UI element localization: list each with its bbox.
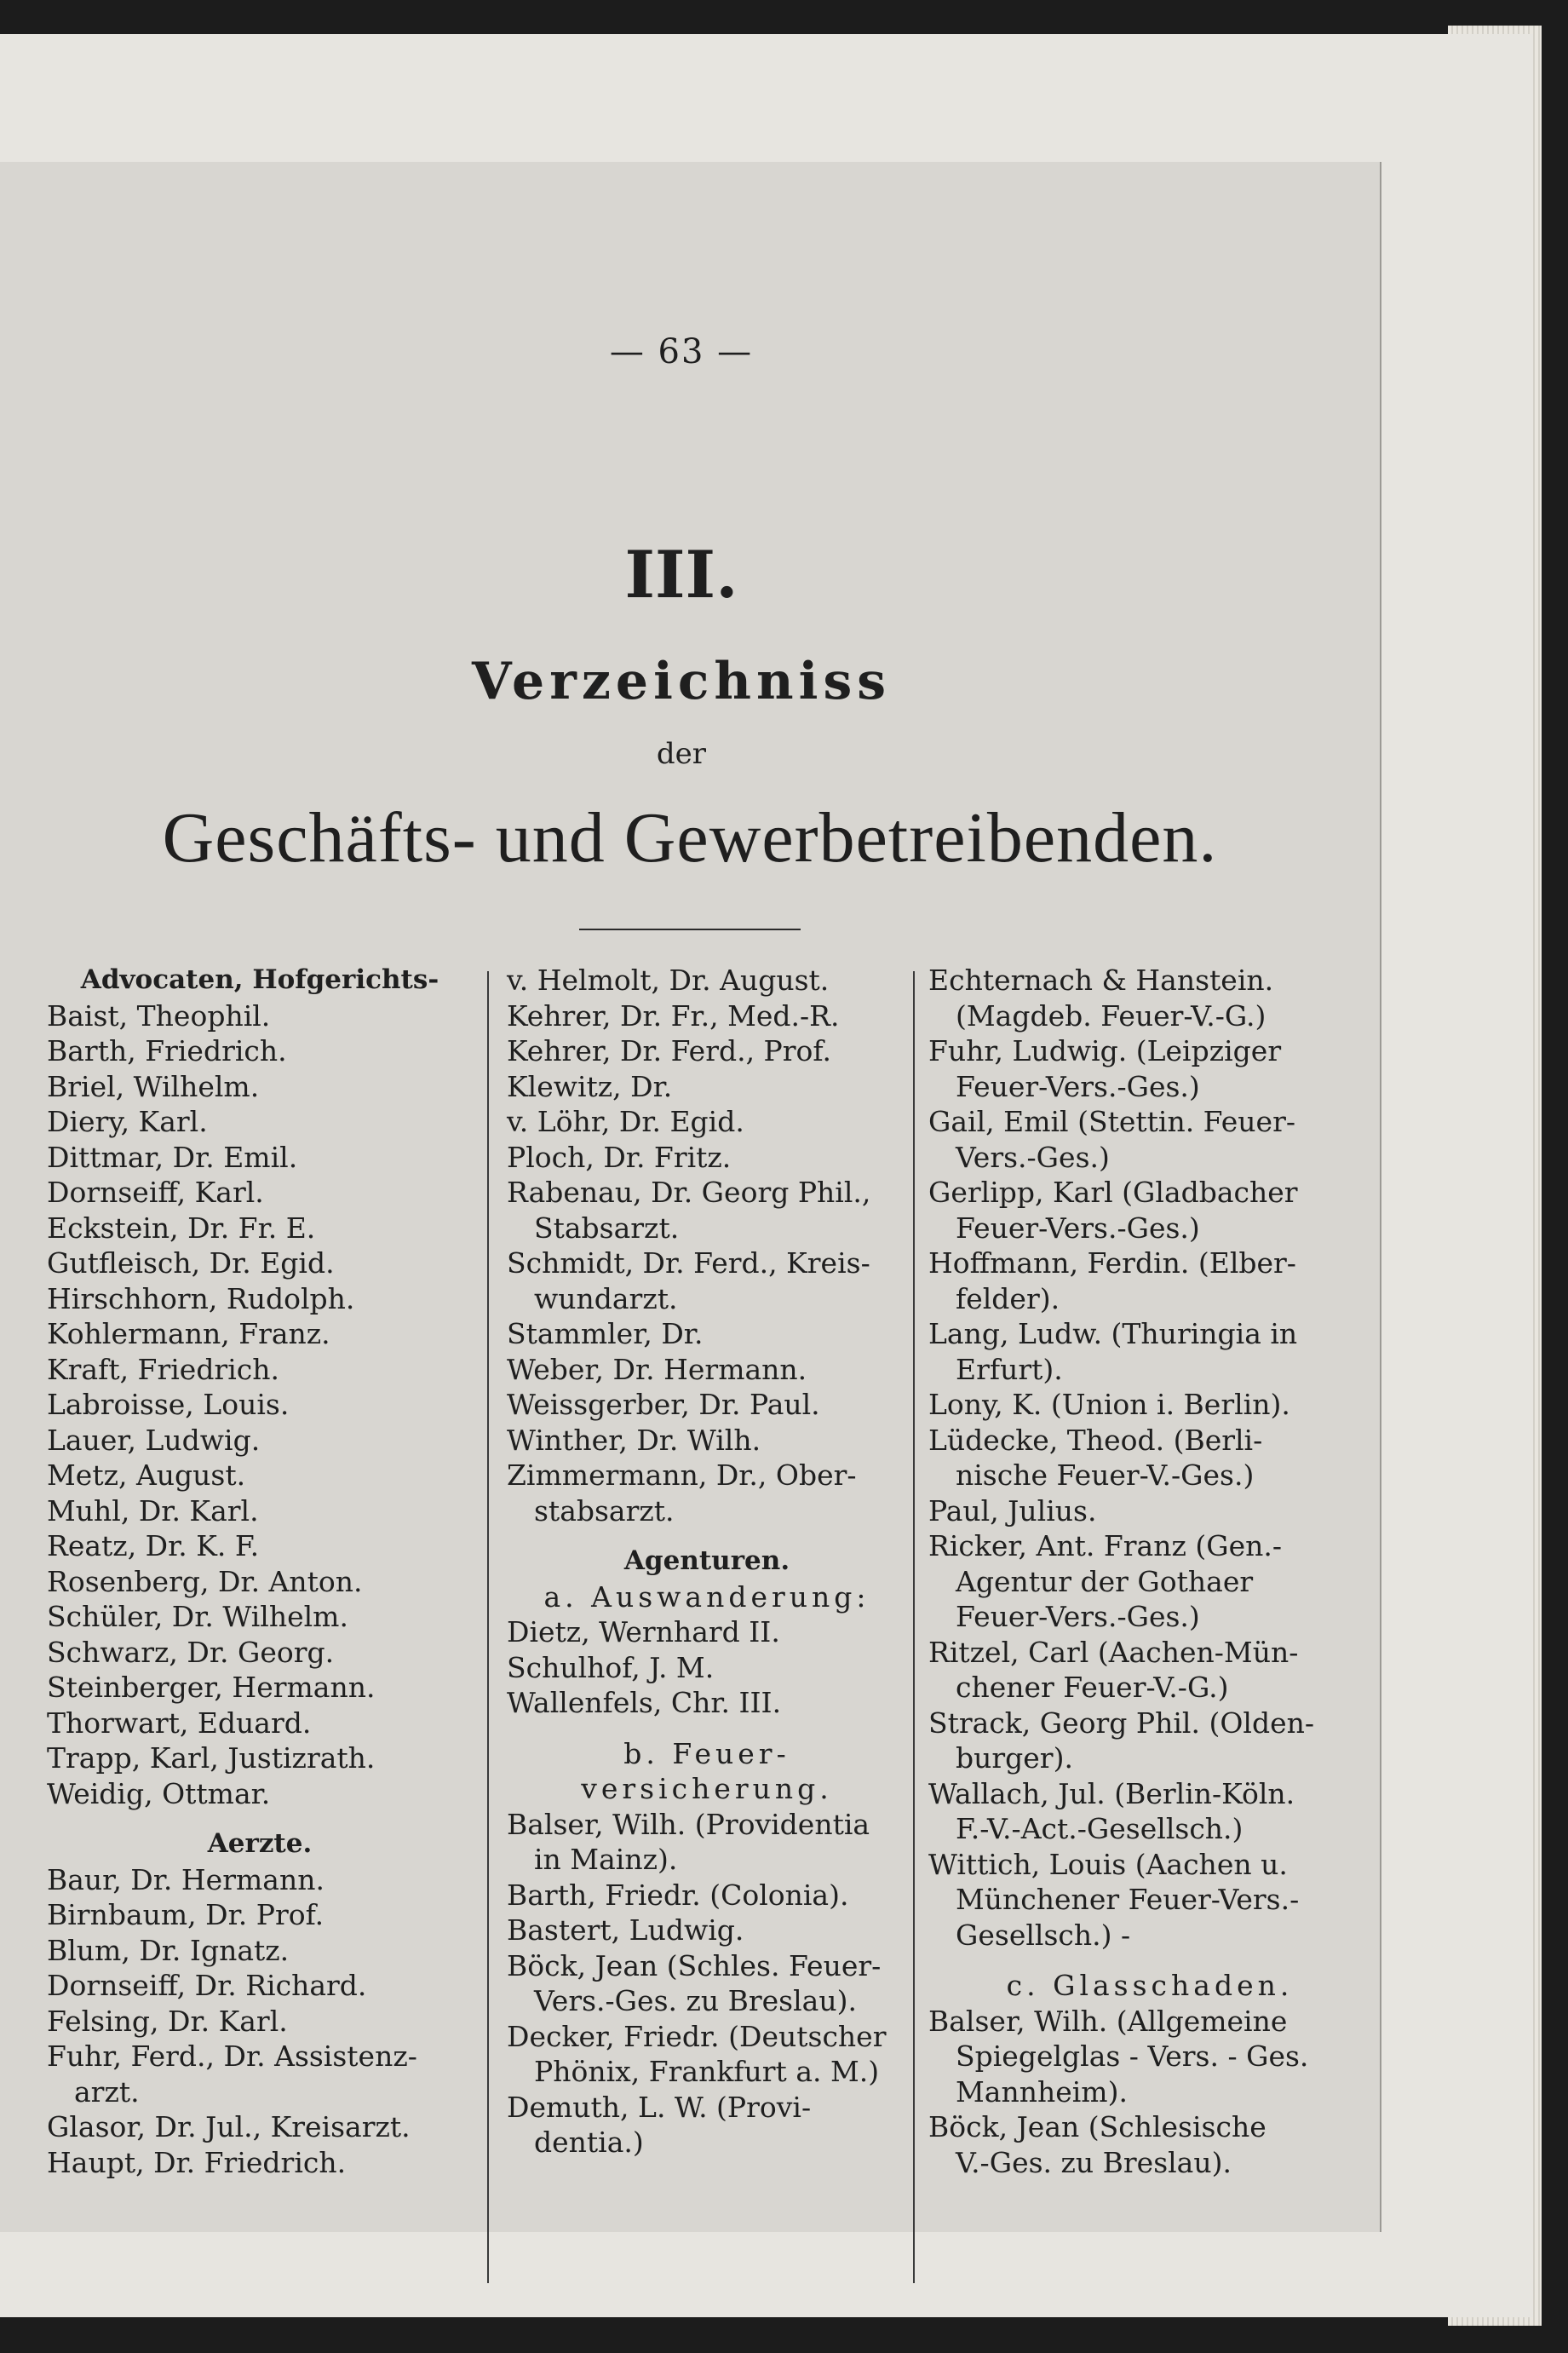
entry-continuation: Feuer-Vers.-Ges.) [956, 1211, 1200, 1245]
list-entry: Weber, Dr. Hermann. [507, 1352, 807, 1386]
list-entry: Baur, Dr. Hermann. [47, 1862, 325, 1896]
list-entry: Wittich, Louis (Aachen u. [928, 1847, 1288, 1881]
entry-continuation: Agentur der Gothaer [956, 1564, 1254, 1598]
list-entry: Lauer, Ludwig. [47, 1423, 261, 1457]
list-entry: Glasor, Dr. Jul., Kreisarzt. [47, 2110, 411, 2143]
list-entry: Dornseiff, Dr. Richard. [47, 1969, 367, 2002]
list-entry: Schüler, Dr. Wilhelm. [47, 1600, 348, 1633]
entry-list [47, 998, 473, 1812]
list-entry: v. Löhr, Dr. Egid. [507, 1105, 744, 1138]
section-header: Agenturen. [623, 1545, 790, 1576]
section-header: Advocaten, Hofgerichts- [80, 964, 439, 995]
list-entry: Stammler, Dr. [507, 1317, 704, 1350]
subsection-header: b. Feuer- [623, 1736, 790, 1770]
list-entry: Birnbaum, Dr. Prof. [47, 1898, 325, 1931]
list-entry: Lony, K. (Union i. Berlin). [928, 1388, 1290, 1421]
list-entry: Felsing, Dr. Karl. [47, 2004, 288, 2038]
list-entry: Strack, Georg Phil. (Olden- [928, 1706, 1315, 1740]
entry-continuation: F.-V.-Act.-Gesellsch.) [956, 1812, 1243, 1845]
book-page [0, 34, 1533, 2317]
list-entry: Kraft, Friedrich. [47, 1352, 279, 1386]
entry-continuation: Phönix, Frankfurt a. M.) [534, 2055, 880, 2088]
list-entry: Haupt, Dr. Friedrich. [47, 2145, 347, 2179]
entry-continuation: burger). [956, 1741, 1073, 1775]
entry-continuation: felder). [956, 1281, 1060, 1315]
list-entry: Baist, Theophil. [47, 998, 271, 1033]
entry-list [928, 2004, 1371, 2181]
entry-continuation: stabsarzt. [534, 1493, 675, 1527]
entry-list [507, 1807, 907, 2160]
section-header: Aerzte. [207, 1828, 313, 1859]
column-1 [47, 963, 473, 2180]
list-entry: Kehrer, Dr. Fr., Med.-R. [507, 998, 840, 1033]
column-2 [507, 963, 907, 2160]
list-entry: Muhl, Dr. Karl. [47, 1493, 259, 1527]
entry-continuation: dentia.) [534, 2126, 644, 2159]
list-entry: Balser, Wilh. (Providentia [507, 1807, 870, 1841]
entry-list [928, 963, 1371, 1953]
list-entry: Blum, Dr. Ignatz. [47, 1933, 290, 1967]
printed-sheet [0, 162, 1381, 2232]
entry-continuation: nische Feuer-V.-Ges.) [956, 1458, 1255, 1492]
entry-continuation: Stabsarzt. [534, 1211, 680, 1245]
list-entry: Weissgerber, Dr. Paul. [507, 1388, 820, 1421]
list-entry: Böck, Jean (Schlesische [928, 2110, 1266, 2143]
column-divider [487, 971, 489, 2283]
list-entry: Böck, Jean (Schles. Feuer- [507, 1948, 882, 1982]
entry-continuation: chener Feuer-V.-G.) [956, 1671, 1229, 1704]
list-entry: Schmidt, Dr. Ferd., Kreis- [507, 1246, 870, 1280]
list-entry: Barth, Friedr. (Colonia). [507, 1878, 849, 1912]
list-entry: Barth, Friedrich. [47, 1034, 287, 1067]
list-entry: Rosenberg, Dr. Anton. [47, 1564, 363, 1598]
entry-list [507, 1614, 907, 1721]
list-entry: Dietz, Wernhard II. [507, 1615, 780, 1648]
list-entry: Klewitz, Dr. [507, 1069, 673, 1103]
list-entry: Lang, Ludw. (Thuringia in [928, 1317, 1298, 1350]
list-entry: Thorwart, Eduard. [47, 1706, 312, 1740]
list-entry: Hoffmann, Ferdin. (Elber- [928, 1246, 1296, 1280]
list-entry: Lüdecke, Theod. (Berli- [928, 1423, 1263, 1457]
list-entry: Hirschhorn, Rudolph. [47, 1281, 355, 1315]
list-entry: Dittmar, Dr. Emil. [47, 1140, 298, 1174]
list-entry: Ploch, Dr. Fritz. [507, 1140, 732, 1174]
list-entry: Briel, Wilhelm. [47, 1069, 260, 1103]
list-entry: Kohlermann, Franz. [47, 1317, 330, 1350]
list-entry: Balser, Wilh. (Allgemeine [928, 2004, 1288, 2038]
list-entry: Dornseiff, Karl. [47, 1176, 264, 1209]
column-3 [928, 963, 1371, 2180]
list-entry: Ricker, Ant. Franz (Gen.- [928, 1529, 1282, 1562]
list-entry: Demuth, L. W. (Provi- [507, 2090, 812, 2124]
entry-continuation: (Magdeb. Feuer-V.-G.) [956, 998, 1266, 1033]
list-entry: Wallach, Jul. (Berlin-Köln. [928, 1776, 1295, 1810]
entry-continuation: Spiegelglas - Vers. - Ges. [956, 2039, 1309, 2073]
entry-continuation: Erfurt). [956, 1352, 1063, 1386]
list-entry: Gail, Emil (Stettin. Feuer- [928, 1105, 1296, 1138]
title-line-3: Geschäfts- und Gewerbetreibenden. [162, 798, 1218, 877]
subsection-header: c. Glasschaden. [1006, 1969, 1294, 2002]
subsection-header: versicherung. [581, 1772, 833, 1805]
entry-list [47, 1862, 473, 2074]
column-divider [913, 971, 915, 2283]
list-entry: Schwarz, Dr. Georg. [47, 1635, 335, 1669]
entry-list [47, 2109, 473, 2180]
entry-continuation: arzt. [74, 2074, 140, 2108]
list-entry: Rabenau, Dr. Georg Phil., [507, 1176, 871, 1209]
list-entry: Steinberger, Hermann. [47, 1671, 376, 1704]
list-entry: Ritzel, Carl (Aachen-Mün- [928, 1635, 1299, 1669]
list-entry: Reatz, Dr. K. F. [47, 1529, 260, 1562]
list-entry: Bastert, Ludwig. [507, 1913, 744, 1947]
list-entry: Labroisse, Louis. [47, 1388, 290, 1421]
list-entry: Wallenfels, Chr. III. [507, 1686, 782, 1719]
page-number: — 63 — [609, 332, 754, 371]
list-entry: Zimmermann, Dr., Ober- [507, 1458, 857, 1492]
list-entry: v. Helmolt, Dr. August. [507, 964, 830, 997]
entry-continuation: in Mainz). [534, 1843, 678, 1876]
list-entry: Echternach & Hanstein. [928, 964, 1274, 997]
list-entry: Kehrer, Dr. Ferd., Prof. [507, 1034, 831, 1067]
list-entry: Fuhr, Ludwig. (Leipziger [928, 1034, 1282, 1067]
list-entry: Schulhof, J. M. [507, 1650, 715, 1684]
entry-continuation: Feuer-Vers.-Ges.) [956, 1069, 1200, 1103]
title-line-1: Verzeichniss [472, 652, 891, 711]
list-entry: Eckstein, Dr. Fr. E. [47, 1211, 316, 1245]
entry-continuation: Vers.-Ges. zu Breslau). [534, 1984, 857, 2017]
entry-list [507, 963, 907, 1528]
entry-continuation: wundarzt. [534, 1281, 678, 1315]
title-line-2: der [656, 737, 707, 771]
list-entry: Fuhr, Ferd., Dr. Assistenz- [47, 2039, 417, 2073]
list-entry: Trapp, Karl, Justizrath. [47, 1741, 376, 1775]
list-entry: Winther, Dr. Wilh. [507, 1423, 761, 1457]
entry-continuation: Gesellsch.) - [956, 1918, 1131, 1952]
entry-continuation: Münchener Feuer-Vers.- [956, 1883, 1300, 1916]
entry-continuation: V.-Ges. zu Breslau). [956, 2145, 1232, 2179]
list-entry: Metz, August. [47, 1458, 246, 1492]
chapter-number: III. [624, 537, 738, 613]
entry-continuation: Vers.-Ges.) [956, 1140, 1110, 1174]
list-entry: Diery, Karl. [47, 1105, 208, 1138]
entry-continuation: Mannheim). [956, 2074, 1128, 2108]
entry-continuation: Feuer-Vers.-Ges.) [956, 1600, 1200, 1633]
list-entry: Gutfleisch, Dr. Egid. [47, 1246, 335, 1280]
subsection-header: a. Auswanderung: [543, 1579, 870, 1614]
list-entry: Weidig, Ottmar. [47, 1776, 271, 1810]
list-entry: Paul, Julius. [928, 1493, 1097, 1527]
list-entry: Gerlipp, Karl (Gladbacher [928, 1176, 1298, 1209]
list-entry: Decker, Friedr. (Deutscher [507, 2019, 887, 2053]
title-divider [579, 929, 801, 930]
